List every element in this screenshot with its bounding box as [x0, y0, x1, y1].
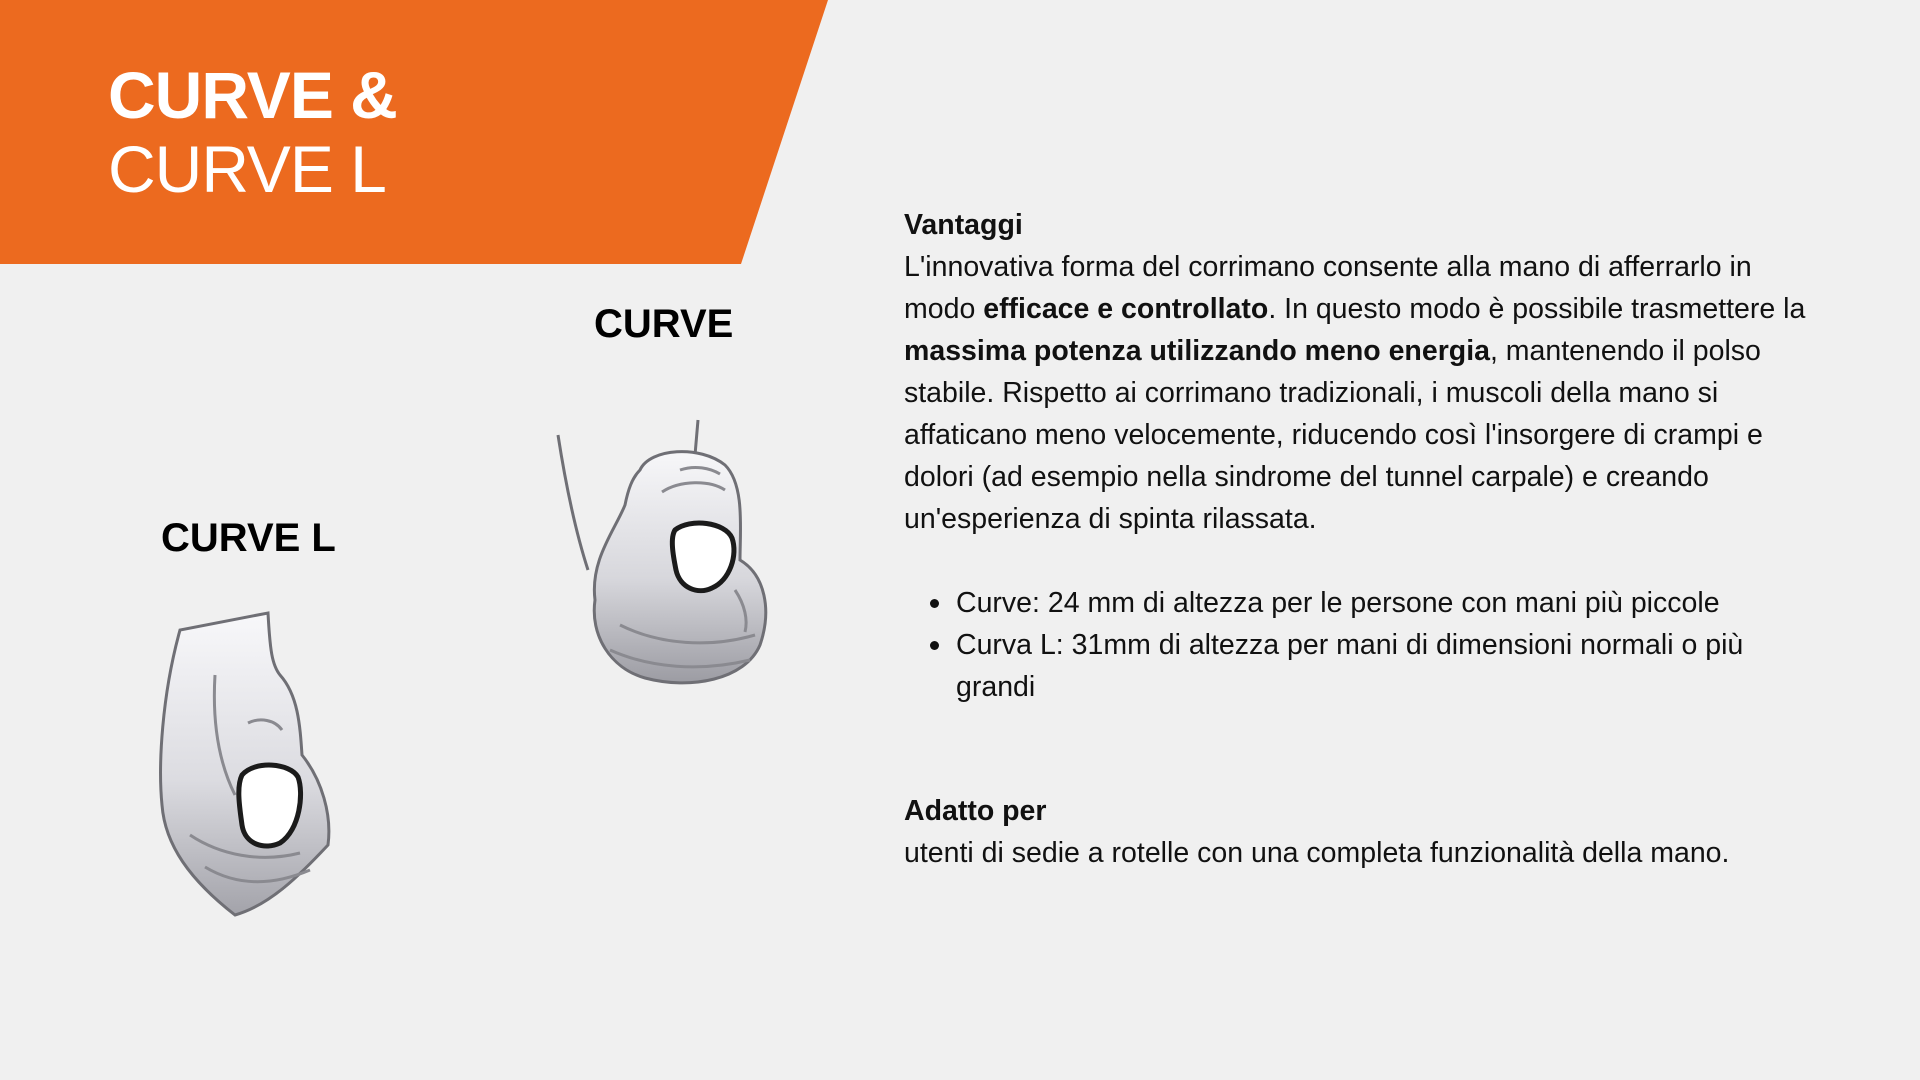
suitable-for-heading: Adatto per [904, 795, 1047, 827]
size-list [904, 582, 1824, 708]
advantages-text-2: . In questo modo è possibile trasmettere la [1268, 293, 1806, 325]
advantages-text-1: L'innovativa forma del corrimano consente alla mano di afferrarlo in modo [904, 251, 1752, 325]
curve-l-hand-illustration [150, 605, 340, 925]
suitable-for-section [904, 790, 1824, 874]
advantages-bold-1: efficace e controllato [983, 293, 1269, 325]
curve-label: CURVE [594, 302, 734, 346]
title-line-1: CURVE & [108, 58, 397, 132]
suitable-for-text: utenti di sedie a rotelle con una completa funzionalità della mano. [904, 837, 1730, 869]
advantages-text-3: , mantenendo il polso stabile. Rispetto ai corrimano tradizionali, i muscoli della mano si affaticano meno velocemente, riducendo così l'insorgere di crampi e dolori (ad esempio nella sindrome del tunnel carpale) e creando un'esperienza di spinta rilassata. [904, 335, 1763, 535]
advantages-bold-2: massima potenza utilizzando meno energia [904, 335, 1490, 367]
list-item: Curve: 24 mm di altezza per le persone con mani più piccole [956, 582, 1824, 624]
list-item: Curva L: 31mm di altezza per mani di dimensioni normali o più grandi [956, 624, 1824, 708]
title-line-2: CURVE L [108, 132, 386, 206]
advantages-paragraph [904, 246, 1824, 540]
advantages-section [904, 204, 1824, 708]
advantages-heading: Vantaggi [904, 209, 1023, 241]
curve-l-label: CURVE L [161, 516, 336, 560]
curve-hand-illustration [540, 410, 780, 700]
page-title [108, 58, 397, 206]
